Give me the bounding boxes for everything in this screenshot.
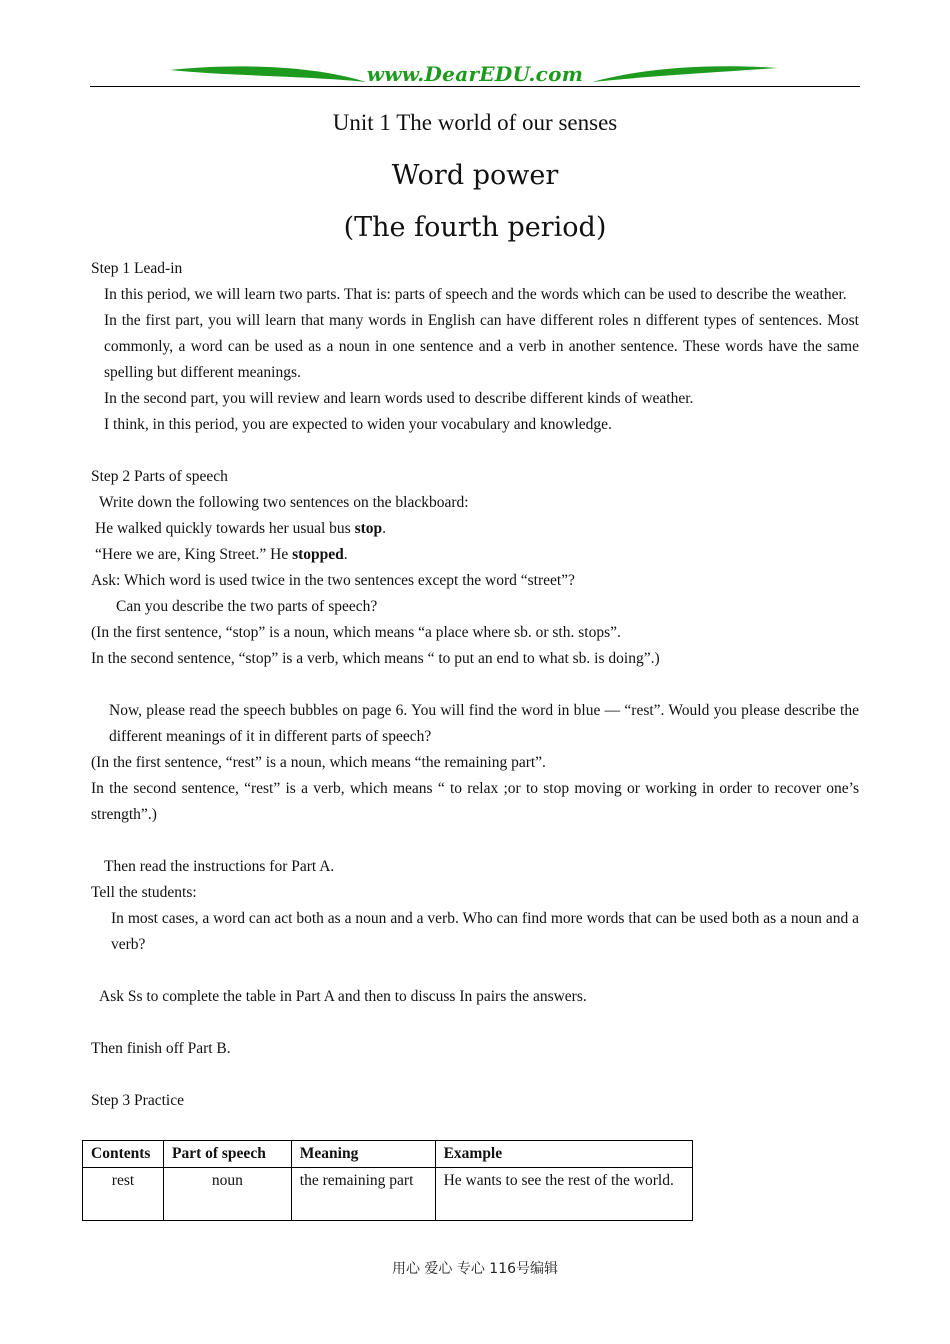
bold-word-stopped: stopped: [292, 546, 344, 563]
spacer: [91, 1010, 859, 1036]
rest-answer-1: (In the first sentence, “rest” is a noun, which means “the remaining part”.: [91, 754, 546, 771]
example-sentence-1: He walked quickly towards her usual bus stop.: [95, 520, 387, 537]
step2-intro: Write down the following two sentences on the blackboard:: [99, 494, 469, 511]
table-cell: He wants to see the rest of the world.: [435, 1168, 692, 1221]
bold-word-stop: stop: [354, 520, 383, 537]
step2-heading: Step 2 Parts of speech: [91, 468, 228, 485]
answer-line-2: In the second sentence, “stop” is a verb, which means “ to put an end to what sb. is doing”.): [91, 650, 660, 667]
most-cases-paragraph: In most cases, a word can act both as a noun and a verb. Who can find more words that can be used both as a noun and a verb?: [111, 910, 859, 953]
header-rule: [90, 86, 860, 87]
ask-question-1: Ask: Which word is used twice in the two sentences except the word “street”?: [91, 572, 575, 589]
finish-line: Then finish off Part B.: [91, 1040, 231, 1057]
table-header-cell: Example: [435, 1141, 692, 1168]
topic-title: Word power: [391, 160, 559, 191]
ask-ss-line: Ask Ss to complete the table in Part A and then to discuss In pairs the answers.: [99, 988, 587, 1005]
step3-heading: Step 3 Practice: [91, 1092, 184, 1109]
table-header-cell: Contents: [83, 1141, 164, 1168]
spacer: [91, 958, 859, 984]
tell-students-line: Tell the students:: [91, 884, 197, 901]
step1-heading: Step 1 Lead-in: [91, 260, 183, 277]
now-paragraph: Now, please read the speech bubbles on page 6. You will find the word in blue — “rest”. Would you please describe the different meanings of it in different parts of speech?: [109, 702, 859, 745]
page-header: [90, 58, 860, 90]
example-sentence-2: “Here we are, King Street.” He stopped.: [95, 546, 348, 563]
practice-table: [82, 1140, 693, 1221]
table-header-row: [83, 1141, 693, 1168]
left-swoosh-logo: [168, 58, 368, 88]
then-read-line: Then read the instructions for Part A.: [104, 858, 335, 875]
step1-paragraph-3: In the second part, you will review and learn words used to describe different kinds of weather.: [104, 390, 694, 407]
step1-paragraph-2: In the first part, you will learn that many words in English can have different roles n different types of sentences. Most commonly, a word can be used as a noun in one sentence and a verb in another sentence. These words have the same spelling but different meanings.: [104, 312, 859, 381]
rest-answer-2: In the second sentence, “rest” is a verb, which means “ to relax ;or to stop moving or working in order to recover one’s strength”.): [91, 780, 859, 823]
table-cell: rest: [83, 1168, 164, 1221]
table-cell: noun: [163, 1168, 291, 1221]
ask-question-2: Can you describe the two parts of speech?: [116, 598, 378, 615]
spacer: [91, 438, 859, 464]
spacer: [91, 1062, 859, 1088]
unit-title: Unit 1 The world of our senses: [332, 110, 618, 135]
document-body: [91, 256, 859, 1114]
step1-paragraph-1: In this period, we will learn two parts. That is: parts of speech and the words which can be used to describe the weather.: [104, 286, 847, 303]
page-footer: 用心 爱心 专心 116号编辑: [391, 1261, 559, 1277]
brand-logo-text: www.DearEDU.com: [366, 62, 584, 86]
table-header-cell: Part of speech: [163, 1141, 291, 1168]
spacer: [91, 828, 859, 854]
spacer: [91, 672, 859, 698]
right-swoosh-logo: [590, 58, 780, 88]
period-title: (The fourth period): [343, 212, 607, 243]
table-row: [83, 1168, 693, 1221]
answer-line-1: (In the first sentence, “stop” is a noun, which means “a place where sb. or sth. stops”.: [91, 624, 621, 641]
table-header-cell: Meaning: [291, 1141, 435, 1168]
table-cell: the remaining part: [291, 1168, 435, 1221]
step1-paragraph-4: I think, in this period, you are expected to widen your vocabulary and knowledge.: [104, 416, 612, 433]
